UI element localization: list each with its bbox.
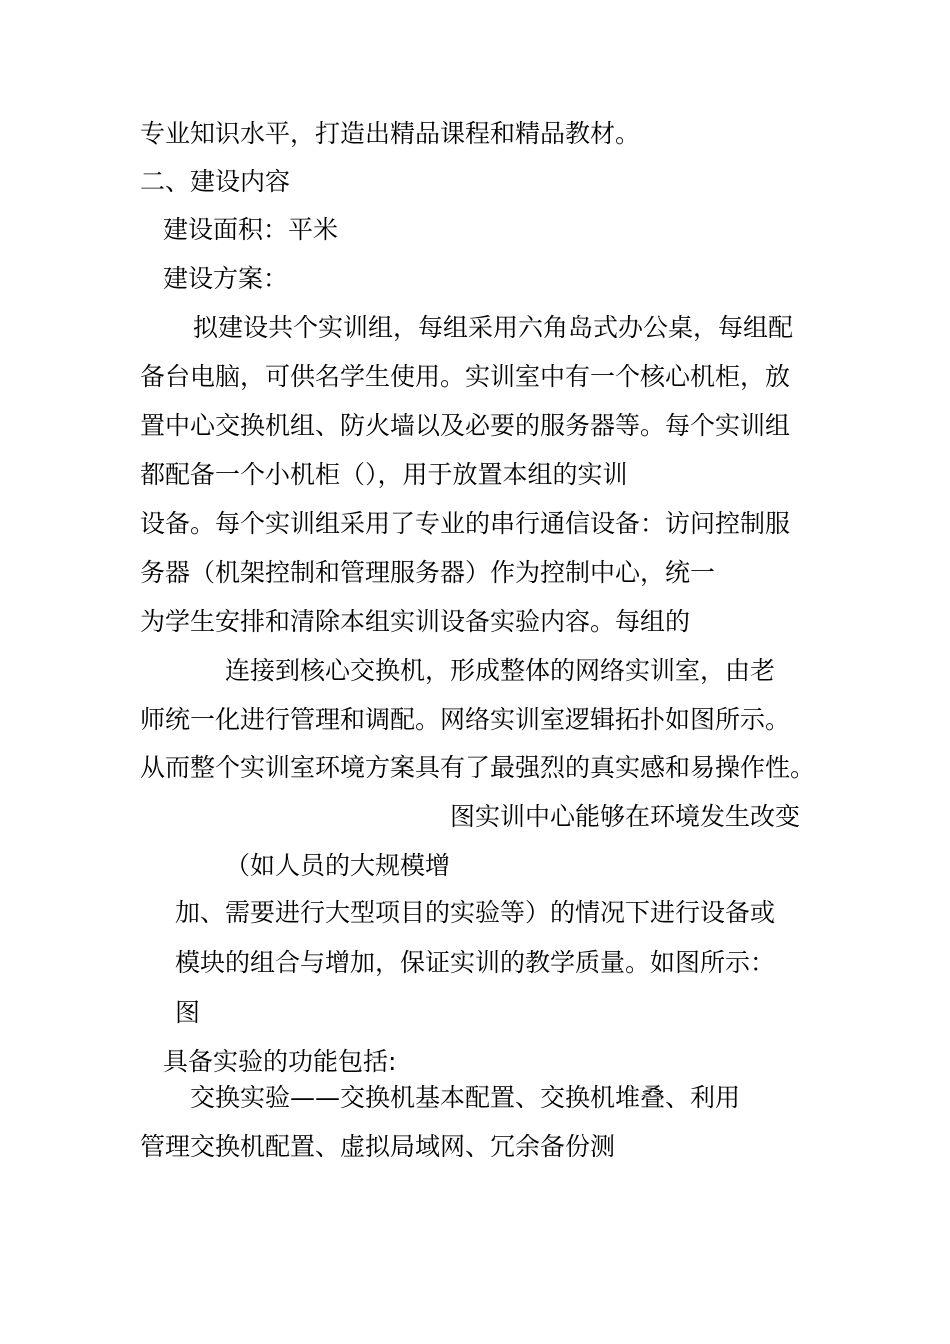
text-line-11: 为学生安排和清除本组实训设备实验内容。每组的 [140,607,691,636]
text-line-5: 拟建设共个实训组，每组采用六角岛式办公桌，每组配 [193,313,794,342]
text-line-6: 备台电脑，可供名学生使用。实训室中有一个核心机柜，放 [140,362,791,391]
text-line-18: 模块的组合与增加，保证实训的教学质量。如图所示： [175,948,776,977]
figure-caption-line: 图实训中心能够在环境发生改变 [450,802,801,831]
text-line-10: 务器（机架控制和管理服务器）作为控制中心，统一 [140,558,716,587]
text-line-plan: 建设方案： [163,264,289,293]
text-line-16: （如人员的大规模增 [225,851,451,880]
text-line-12: 连接到核心交换机，形成整体的网络实训室，由老 [225,656,776,685]
text-line-8: 都配备一个小机柜（），用于放置本组的实训 [140,460,628,489]
text-line-20: 具备实验的功能包括: [163,1047,397,1076]
text-line-9: 设备。每个实训组采用了专业的串行通信设备：访问控制服 [140,509,791,538]
text-line-14: 从而整个实训室环境方案具有了最强烈的真实感和易操作性。 [140,753,816,782]
text-line-1: 专业知识水平，打造出精品课程和精品教材。 [140,119,641,148]
figure-label: 图 [175,998,201,1027]
text-line-area: 建设面积：平米 [163,215,339,244]
section-heading: 二、建设内容 [140,167,291,196]
text-line-22: 管理交换机配置、虚拟局域网、冗余备份测 [140,1132,616,1161]
text-line-13: 师统一化进行管理和调配。网络实训室逻辑拓扑如图所示。 [140,705,791,734]
text-line-21: 交换实验——交换机基本配置、交换机堆叠、利用 [190,1083,741,1112]
text-line-7: 置中心交换机组、防火墙以及必要的服务器等。每个实训组 [140,411,791,440]
text-line-17: 加、需要进行大型项目的实验等）的情况下进行设备或 [175,898,776,927]
